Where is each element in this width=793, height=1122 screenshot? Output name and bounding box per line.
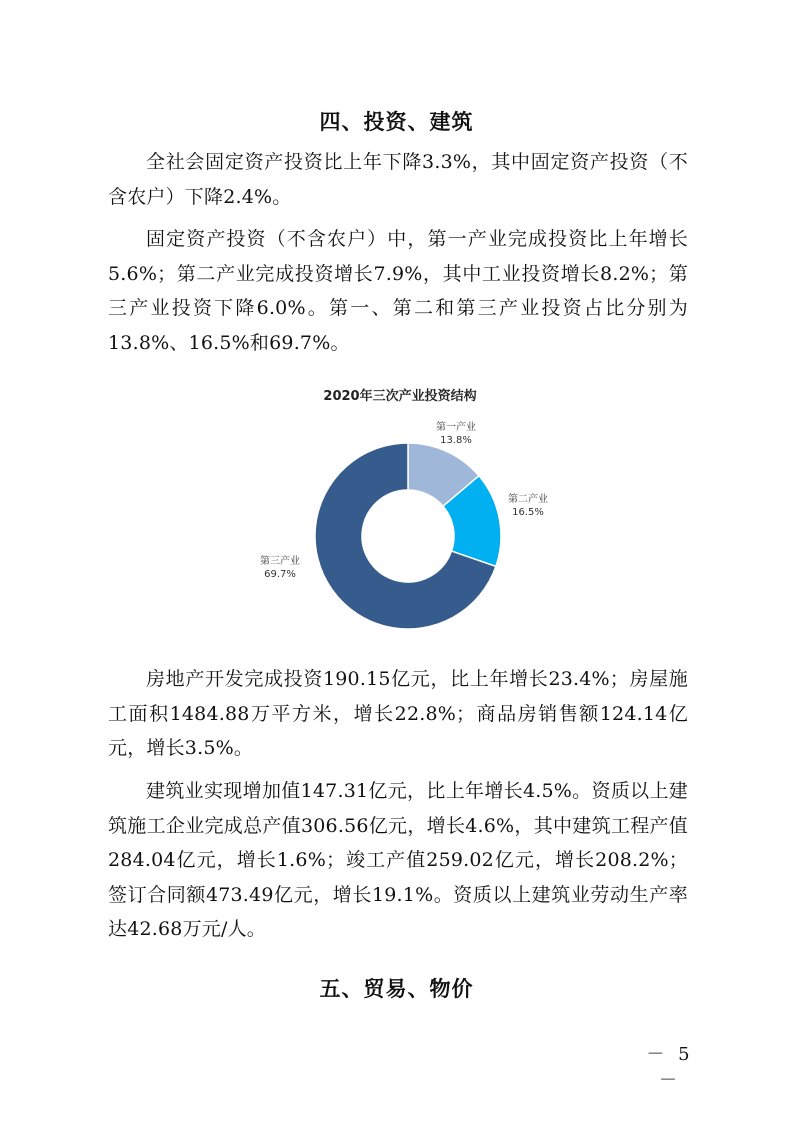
slice-category-label-2: 第二产业 [508, 494, 548, 505]
page-number: － 5 － [646, 1044, 694, 1091]
paragraph-real-estate: 房地产开发完成投资190.15亿元，比上年增长23.4%；房屋施工面积1484.88万平方米，增长22.8%；商品房销售额124.14亿元，增长3.5%。 [108, 668, 688, 759]
slice-value-label-3: 69.7% [264, 569, 296, 580]
chart-title: 2020年三次产业投资结构 [323, 389, 477, 404]
section-heading-investment: 四、投资、建筑 [319, 110, 474, 134]
slice-value-label-2: 16.5% [512, 507, 544, 518]
section-heading-trade: 五、贸易、物价 [319, 977, 474, 1001]
slice-value-label-1: 13.8% [440, 435, 472, 446]
donut-chart-svg [200, 378, 600, 638]
slice-category-label-1: 第一产业 [436, 422, 476, 433]
paragraph-construction: 建筑业实现增加值147.31亿元，比上年增长4.5%。资质以上建筑施工企业完成总产值306.56亿元，增长4.6%，其中建筑工程产值284.04亿元，增长1.6%；竣工产值259.02亿元，增长208.2%；签订合同额473.49亿元，增长19.1%。资质以上建筑业劳动生产率达42.68万元/人。 [108, 780, 688, 940]
slice-category-label-3: 第三产业 [260, 556, 300, 567]
investment-structure-chart [200, 378, 600, 638]
paragraph-fixed-asset-investment: 全社会固定资产投资比上年下降3.3%，其中固定资产投资（不含农户）下降2.4%。 [108, 151, 688, 208]
paragraph-industry-investment: 固定资产投资（不含农户）中，第一产业完成投资比上年增长5.6%；第二产业完成投资增长7.9%，其中工业投资增长8.2%；第三产业投资下降6.0%。第一、第二和第三产业投资占比分别为13.8%、16.5%和69.7%。 [108, 228, 688, 354]
